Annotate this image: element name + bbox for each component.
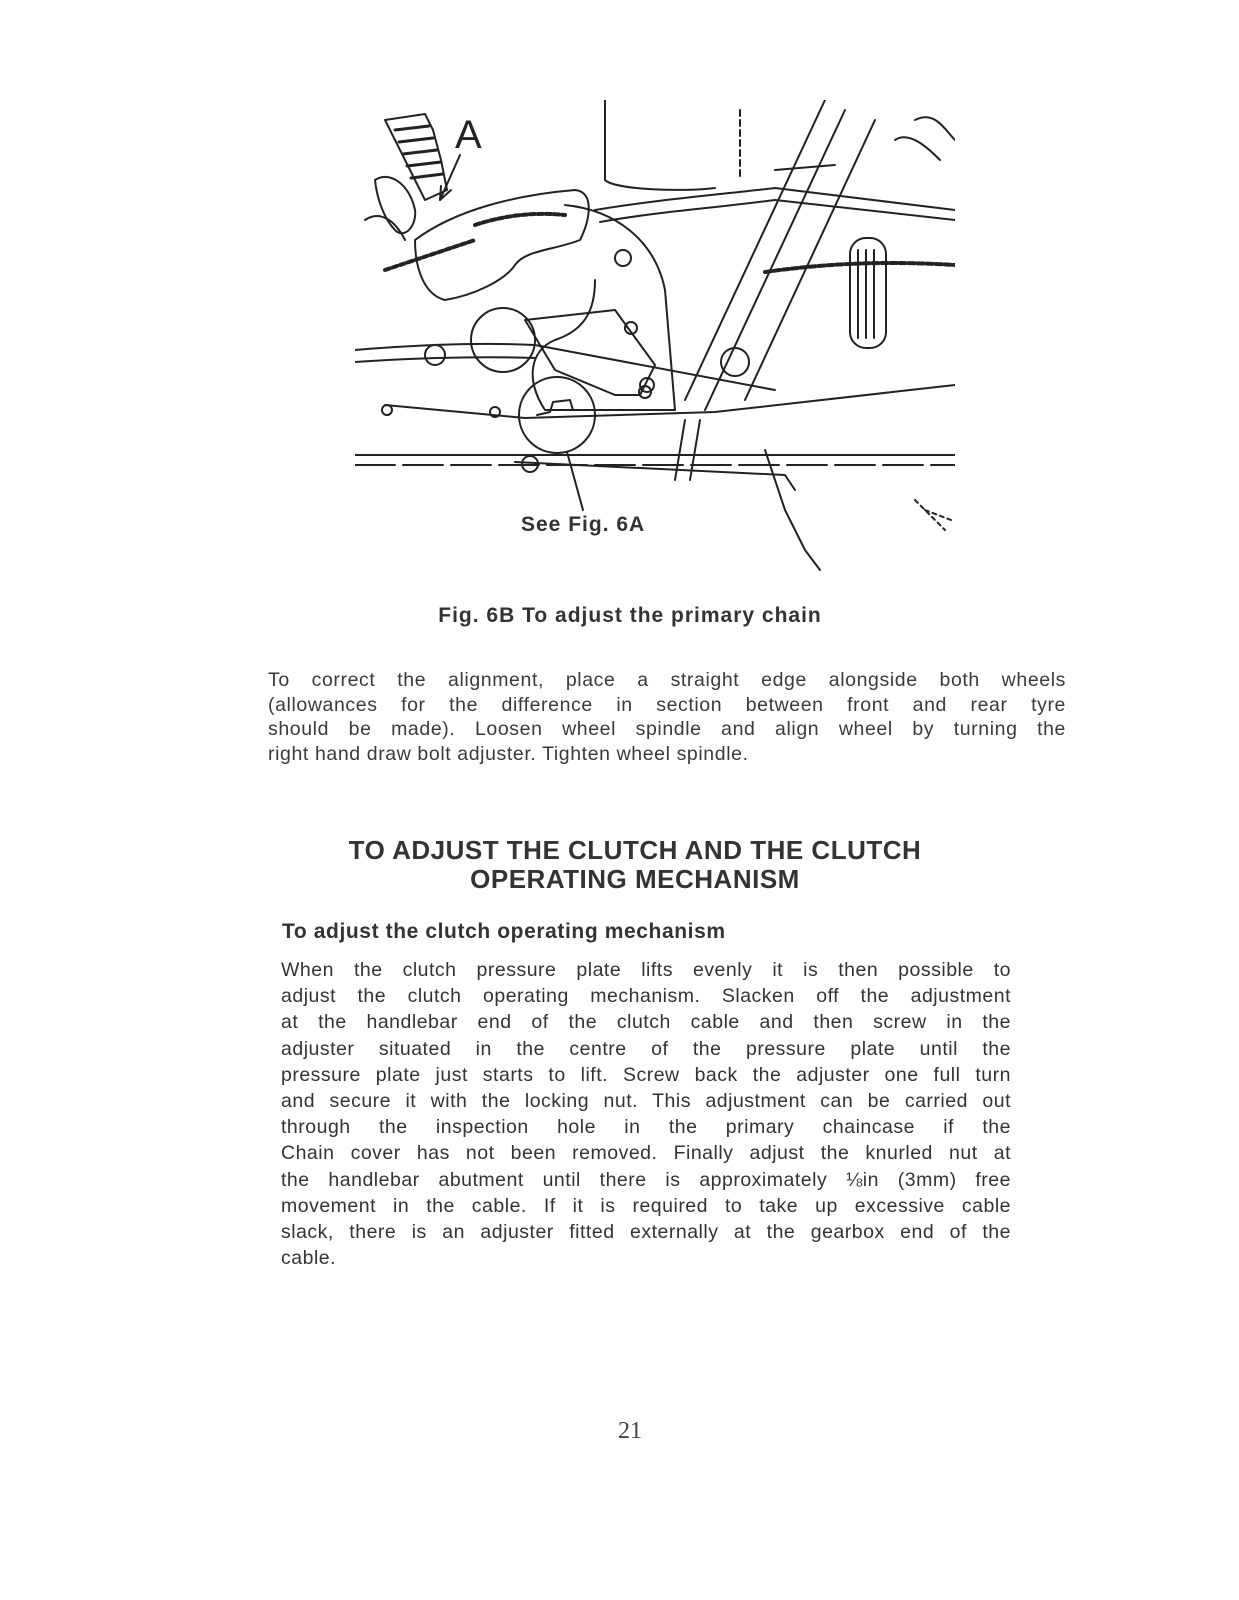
see-figure-label: See Fig. 6A — [521, 513, 646, 536]
paragraph-line: Chain cover has not been removed. Finally adjust the knurled nut at — [281, 1142, 1011, 1165]
paragraph-line: the handlebar abutment until there is approximately ⅛in (3mm) free — [281, 1168, 1011, 1191]
paragraph-line: (allowances for the difference in section between front and rear tyre — [268, 693, 1066, 716]
paragraph-line: When the clutch pressure plate lifts evenly it is then possible to — [281, 959, 1011, 981]
alignment-paragraph — [268, 668, 1066, 766]
paragraph-line: cable. — [281, 1247, 337, 1270]
clutch-paragraph — [281, 957, 1011, 1271]
paragraph-line: movement in the cable. If it is required to take up excessive cable — [281, 1194, 1011, 1217]
paragraph-line: adjuster situated in the centre of the pressure plate until the — [281, 1037, 1011, 1060]
heading-line: OPERATING MECHANISM — [470, 864, 800, 894]
page-number: 21 — [618, 1418, 642, 1444]
paragraph-line: at the handlebar end of the clutch cable and then screw in the — [281, 1011, 1011, 1034]
primary-chain-figure — [355, 100, 955, 580]
callout-label-a: A — [455, 113, 482, 157]
paragraph-line: and secure it with the locking nut. This adjustment can be carried out — [281, 1090, 1011, 1113]
paragraph-line: adjust the clutch operating mechanism. Slacken off the adjustment — [281, 985, 1011, 1008]
paragraph-line: right hand draw bolt adjuster. Tighten wheel spindle. — [268, 742, 749, 765]
figure-caption: Fig. 6B To adjust the primary chain — [438, 604, 822, 627]
section-heading — [290, 836, 980, 894]
paragraph-line: slack, there is an adjuster fitted externally at the gearbox end of the — [281, 1221, 1011, 1244]
heading-line: TO ADJUST THE CLUTCH AND THE CLUTCH — [348, 835, 922, 865]
paragraph-line: pressure plate just starts to lift. Screw back the adjuster one full turn — [281, 1063, 1011, 1086]
paragraph-line: To correct the alignment, place a straight edge alongside both wheels — [268, 669, 1066, 691]
section-subheading: To adjust the clutch operating mechanism — [282, 920, 726, 943]
paragraph-line: should be made). Loosen wheel spindle and align wheel by turning the — [268, 718, 1066, 740]
paragraph-line: through the inspection hole in the primary chaincase if the — [281, 1116, 1011, 1139]
primary-chain-illustration — [355, 100, 955, 580]
